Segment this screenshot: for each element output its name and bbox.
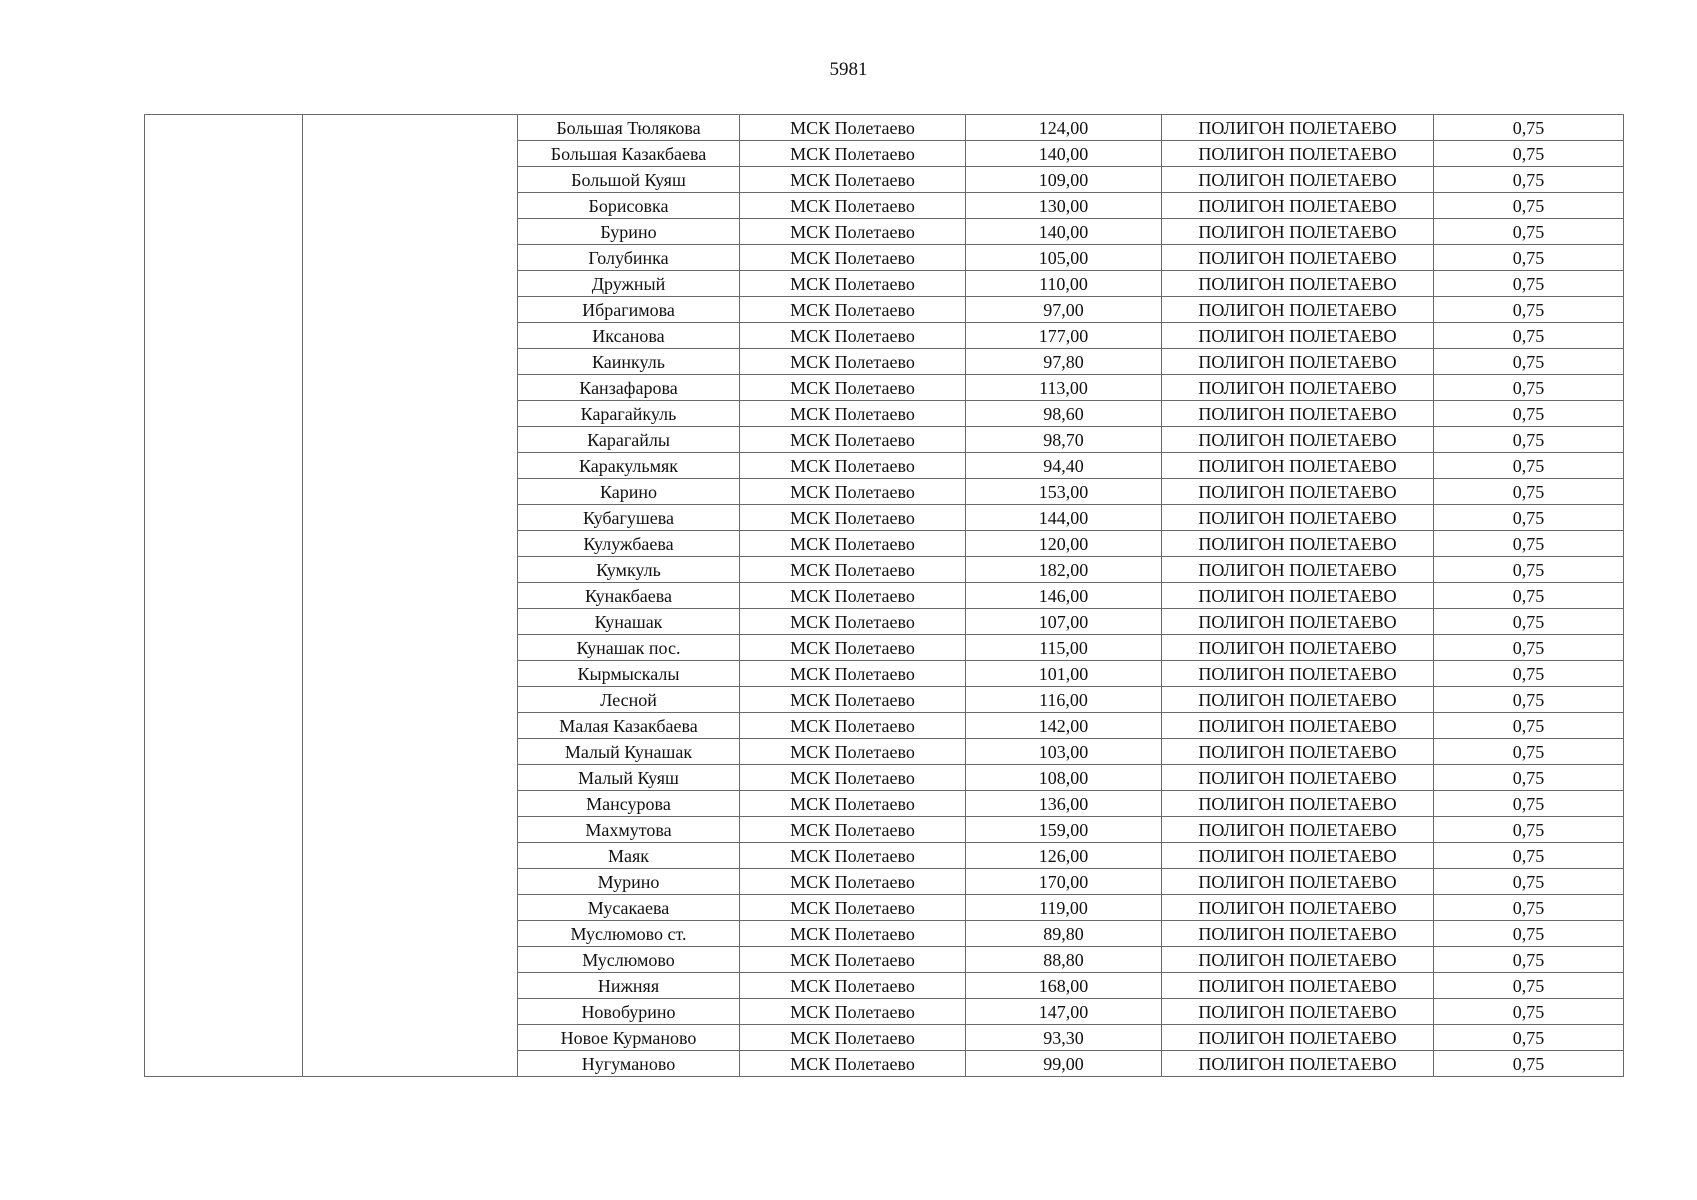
distance-cell: 140,00 — [966, 219, 1162, 245]
destination-cell: ПОЛИГОН ПОЛЕТАЕВО — [1162, 999, 1434, 1025]
distance-cell: 146,00 — [966, 583, 1162, 609]
coefficient-cell: 0,75 — [1434, 375, 1624, 401]
coefficient-cell: 0,75 — [1434, 843, 1624, 869]
source-cell: МСК Полетаево — [740, 661, 966, 687]
distance-cell: 140,00 — [966, 141, 1162, 167]
source-cell: МСК Полетаево — [740, 973, 966, 999]
source-cell: МСК Полетаево — [740, 921, 966, 947]
source-cell: МСК Полетаево — [740, 427, 966, 453]
coefficient-cell: 0,75 — [1434, 895, 1624, 921]
locality-cell: Кубагушева — [518, 505, 740, 531]
coefficient-cell: 0,75 — [1434, 245, 1624, 271]
locality-cell: Каракульмяк — [518, 453, 740, 479]
source-cell: МСК Полетаево — [740, 843, 966, 869]
coefficient-cell: 0,75 — [1434, 921, 1624, 947]
coefficient-cell: 0,75 — [1434, 453, 1624, 479]
source-cell: МСК Полетаево — [740, 401, 966, 427]
coefficient-cell: 0,75 — [1434, 661, 1624, 687]
coefficient-cell: 0,75 — [1434, 349, 1624, 375]
destination-cell: ПОЛИГОН ПОЛЕТАЕВО — [1162, 1025, 1434, 1051]
destination-cell: ПОЛИГОН ПОЛЕТАЕВО — [1162, 479, 1434, 505]
transport-distance-table — [144, 114, 1624, 1077]
distance-cell: 153,00 — [966, 479, 1162, 505]
coefficient-cell: 0,75 — [1434, 557, 1624, 583]
coefficient-cell: 0,75 — [1434, 115, 1624, 141]
locality-cell: Иксанова — [518, 323, 740, 349]
destination-cell: ПОЛИГОН ПОЛЕТАЕВО — [1162, 609, 1434, 635]
locality-cell: Мусакаева — [518, 895, 740, 921]
distance-cell: 159,00 — [966, 817, 1162, 843]
coefficient-cell: 0,75 — [1434, 1051, 1624, 1077]
locality-cell: Дружный — [518, 271, 740, 297]
coefficient-cell: 0,75 — [1434, 505, 1624, 531]
locality-cell: Большая Тюлякова — [518, 115, 740, 141]
locality-cell: Голубинка — [518, 245, 740, 271]
distance-cell: 168,00 — [966, 973, 1162, 999]
destination-cell: ПОЛИГОН ПОЛЕТАЕВО — [1162, 635, 1434, 661]
locality-cell: Кырмыскалы — [518, 661, 740, 687]
coefficient-cell: 0,75 — [1434, 635, 1624, 661]
locality-cell: Кунакбаева — [518, 583, 740, 609]
table-row — [145, 115, 1624, 141]
source-cell: МСК Полетаево — [740, 791, 966, 817]
destination-cell: ПОЛИГОН ПОЛЕТАЕВО — [1162, 375, 1434, 401]
coefficient-cell: 0,75 — [1434, 687, 1624, 713]
distance-cell: 108,00 — [966, 765, 1162, 791]
distance-cell: 124,00 — [966, 115, 1162, 141]
table-body — [145, 115, 1624, 1077]
coefficient-cell: 0,75 — [1434, 583, 1624, 609]
locality-cell: Нугуманово — [518, 1051, 740, 1077]
destination-cell: ПОЛИГОН ПОЛЕТАЕВО — [1162, 791, 1434, 817]
destination-cell: ПОЛИГОН ПОЛЕТАЕВО — [1162, 739, 1434, 765]
distance-cell: 147,00 — [966, 999, 1162, 1025]
distance-cell: 115,00 — [966, 635, 1162, 661]
source-cell: МСК Полетаево — [740, 895, 966, 921]
destination-cell: ПОЛИГОН ПОЛЕТАЕВО — [1162, 427, 1434, 453]
distance-cell: 136,00 — [966, 791, 1162, 817]
source-cell: МСК Полетаево — [740, 765, 966, 791]
coefficient-cell: 0,75 — [1434, 219, 1624, 245]
distance-cell: 99,00 — [966, 1051, 1162, 1077]
source-cell: МСК Полетаево — [740, 817, 966, 843]
source-cell: МСК Полетаево — [740, 245, 966, 271]
source-cell: МСК Полетаево — [740, 635, 966, 661]
coefficient-cell: 0,75 — [1434, 141, 1624, 167]
distance-cell: 94,40 — [966, 453, 1162, 479]
locality-cell: Мурино — [518, 869, 740, 895]
coefficient-cell: 0,75 — [1434, 765, 1624, 791]
locality-cell: Большой Куяш — [518, 167, 740, 193]
source-cell: МСК Полетаево — [740, 1051, 966, 1077]
distance-cell: 97,00 — [966, 297, 1162, 323]
destination-cell: ПОЛИГОН ПОЛЕТАЕВО — [1162, 817, 1434, 843]
destination-cell: ПОЛИГОН ПОЛЕТАЕВО — [1162, 973, 1434, 999]
subgroup-cell — [303, 115, 518, 1077]
locality-cell: Канзафарова — [518, 375, 740, 401]
distance-cell: 88,80 — [966, 947, 1162, 973]
coefficient-cell: 0,75 — [1434, 947, 1624, 973]
coefficient-cell: 0,75 — [1434, 609, 1624, 635]
destination-cell: ПОЛИГОН ПОЛЕТАЕВО — [1162, 531, 1434, 557]
destination-cell: ПОЛИГОН ПОЛЕТАЕВО — [1162, 661, 1434, 687]
distance-cell: 130,00 — [966, 193, 1162, 219]
distance-cell: 126,00 — [966, 843, 1162, 869]
source-cell: МСК Полетаево — [740, 219, 966, 245]
locality-cell: Ибрагимова — [518, 297, 740, 323]
destination-cell: ПОЛИГОН ПОЛЕТАЕВО — [1162, 141, 1434, 167]
coefficient-cell: 0,75 — [1434, 817, 1624, 843]
locality-cell: Малый Кунашак — [518, 739, 740, 765]
distance-cell: 110,00 — [966, 271, 1162, 297]
coefficient-cell: 0,75 — [1434, 713, 1624, 739]
distance-cell: 170,00 — [966, 869, 1162, 895]
source-cell: МСК Полетаево — [740, 271, 966, 297]
locality-cell: Кунашак пос. — [518, 635, 740, 661]
locality-cell: Кунашак — [518, 609, 740, 635]
coefficient-cell: 0,75 — [1434, 193, 1624, 219]
coefficient-cell: 0,75 — [1434, 271, 1624, 297]
distance-cell: 89,80 — [966, 921, 1162, 947]
destination-cell: ПОЛИГОН ПОЛЕТАЕВО — [1162, 297, 1434, 323]
destination-cell: ПОЛИГОН ПОЛЕТАЕВО — [1162, 713, 1434, 739]
distance-cell: 119,00 — [966, 895, 1162, 921]
distance-cell: 142,00 — [966, 713, 1162, 739]
coefficient-cell: 0,75 — [1434, 323, 1624, 349]
locality-cell: Карагайлы — [518, 427, 740, 453]
source-cell: МСК Полетаево — [740, 557, 966, 583]
locality-cell: Махмутова — [518, 817, 740, 843]
destination-cell: ПОЛИГОН ПОЛЕТАЕВО — [1162, 323, 1434, 349]
destination-cell: ПОЛИГОН ПОЛЕТАЕВО — [1162, 271, 1434, 297]
coefficient-cell: 0,75 — [1434, 297, 1624, 323]
source-cell: МСК Полетаево — [740, 375, 966, 401]
source-cell: МСК Полетаево — [740, 479, 966, 505]
locality-cell: Муслюмово ст. — [518, 921, 740, 947]
destination-cell: ПОЛИГОН ПОЛЕТАЕВО — [1162, 947, 1434, 973]
locality-cell: Лесной — [518, 687, 740, 713]
locality-cell: Нижняя — [518, 973, 740, 999]
coefficient-cell: 0,75 — [1434, 973, 1624, 999]
distance-cell: 93,30 — [966, 1025, 1162, 1051]
locality-cell: Мансурова — [518, 791, 740, 817]
source-cell: МСК Полетаево — [740, 869, 966, 895]
distance-cell: 105,00 — [966, 245, 1162, 271]
locality-cell: Кулужбаева — [518, 531, 740, 557]
destination-cell: ПОЛИГОН ПОЛЕТАЕВО — [1162, 583, 1434, 609]
coefficient-cell: 0,75 — [1434, 999, 1624, 1025]
locality-cell: Маяк — [518, 843, 740, 869]
destination-cell: ПОЛИГОН ПОЛЕТАЕВО — [1162, 115, 1434, 141]
coefficient-cell: 0,75 — [1434, 427, 1624, 453]
source-cell: МСК Полетаево — [740, 713, 966, 739]
source-cell: МСК Полетаево — [740, 687, 966, 713]
locality-cell: Кумкуль — [518, 557, 740, 583]
source-cell: МСК Полетаево — [740, 167, 966, 193]
distance-cell: 107,00 — [966, 609, 1162, 635]
locality-cell: Карагайкуль — [518, 401, 740, 427]
distance-cell: 177,00 — [966, 323, 1162, 349]
source-cell: МСК Полетаево — [740, 947, 966, 973]
destination-cell: ПОЛИГОН ПОЛЕТАЕВО — [1162, 557, 1434, 583]
source-cell: МСК Полетаево — [740, 739, 966, 765]
distance-cell: 144,00 — [966, 505, 1162, 531]
source-cell: МСК Полетаево — [740, 141, 966, 167]
distance-cell: 103,00 — [966, 739, 1162, 765]
locality-cell: Новое Курманово — [518, 1025, 740, 1051]
coefficient-cell: 0,75 — [1434, 1025, 1624, 1051]
destination-cell: ПОЛИГОН ПОЛЕТАЕВО — [1162, 687, 1434, 713]
distance-cell: 182,00 — [966, 557, 1162, 583]
distance-cell: 98,60 — [966, 401, 1162, 427]
destination-cell: ПОЛИГОН ПОЛЕТАЕВО — [1162, 245, 1434, 271]
coefficient-cell: 0,75 — [1434, 791, 1624, 817]
destination-cell: ПОЛИГОН ПОЛЕТАЕВО — [1162, 921, 1434, 947]
coefficient-cell: 0,75 — [1434, 531, 1624, 557]
source-cell: МСК Полетаево — [740, 583, 966, 609]
locality-cell: Борисовка — [518, 193, 740, 219]
source-cell: МСК Полетаево — [740, 453, 966, 479]
destination-cell: ПОЛИГОН ПОЛЕТАЕВО — [1162, 1051, 1434, 1077]
distance-cell: 101,00 — [966, 661, 1162, 687]
destination-cell: ПОЛИГОН ПОЛЕТАЕВО — [1162, 401, 1434, 427]
page-number: 5981 — [829, 59, 868, 80]
locality-cell: Бурино — [518, 219, 740, 245]
coefficient-cell: 0,75 — [1434, 739, 1624, 765]
source-cell: МСК Полетаево — [740, 531, 966, 557]
coefficient-cell: 0,75 — [1434, 167, 1624, 193]
destination-cell: ПОЛИГОН ПОЛЕТАЕВО — [1162, 869, 1434, 895]
destination-cell: ПОЛИГОН ПОЛЕТАЕВО — [1162, 843, 1434, 869]
distance-cell: 116,00 — [966, 687, 1162, 713]
coefficient-cell: 0,75 — [1434, 401, 1624, 427]
locality-cell: Карино — [518, 479, 740, 505]
destination-cell: ПОЛИГОН ПОЛЕТАЕВО — [1162, 193, 1434, 219]
source-cell: МСК Полетаево — [740, 505, 966, 531]
destination-cell: ПОЛИГОН ПОЛЕТАЕВО — [1162, 895, 1434, 921]
locality-cell: Малая Казакбаева — [518, 713, 740, 739]
distance-cell: 113,00 — [966, 375, 1162, 401]
source-cell: МСК Полетаево — [740, 999, 966, 1025]
distance-cell: 109,00 — [966, 167, 1162, 193]
locality-cell: Малый Куяш — [518, 765, 740, 791]
source-cell: МСК Полетаево — [740, 193, 966, 219]
destination-cell: ПОЛИГОН ПОЛЕТАЕВО — [1162, 453, 1434, 479]
locality-cell: Большая Казакбаева — [518, 141, 740, 167]
locality-cell: Каинкуль — [518, 349, 740, 375]
source-cell: МСК Полетаево — [740, 115, 966, 141]
coefficient-cell: 0,75 — [1434, 869, 1624, 895]
coefficient-cell: 0,75 — [1434, 479, 1624, 505]
source-cell: МСК Полетаево — [740, 297, 966, 323]
destination-cell: ПОЛИГОН ПОЛЕТАЕВО — [1162, 505, 1434, 531]
locality-cell: Муслюмово — [518, 947, 740, 973]
destination-cell: ПОЛИГОН ПОЛЕТАЕВО — [1162, 765, 1434, 791]
distance-cell: 120,00 — [966, 531, 1162, 557]
destination-cell: ПОЛИГОН ПОЛЕТАЕВО — [1162, 219, 1434, 245]
source-cell: МСК Полетаево — [740, 1025, 966, 1051]
group-cell — [145, 115, 303, 1077]
destination-cell: ПОЛИГОН ПОЛЕТАЕВО — [1162, 167, 1434, 193]
locality-cell: Новобурино — [518, 999, 740, 1025]
source-cell: МСК Полетаево — [740, 323, 966, 349]
source-cell: МСК Полетаево — [740, 609, 966, 635]
destination-cell: ПОЛИГОН ПОЛЕТАЕВО — [1162, 349, 1434, 375]
distance-cell: 97,80 — [966, 349, 1162, 375]
distance-cell: 98,70 — [966, 427, 1162, 453]
source-cell: МСК Полетаево — [740, 349, 966, 375]
